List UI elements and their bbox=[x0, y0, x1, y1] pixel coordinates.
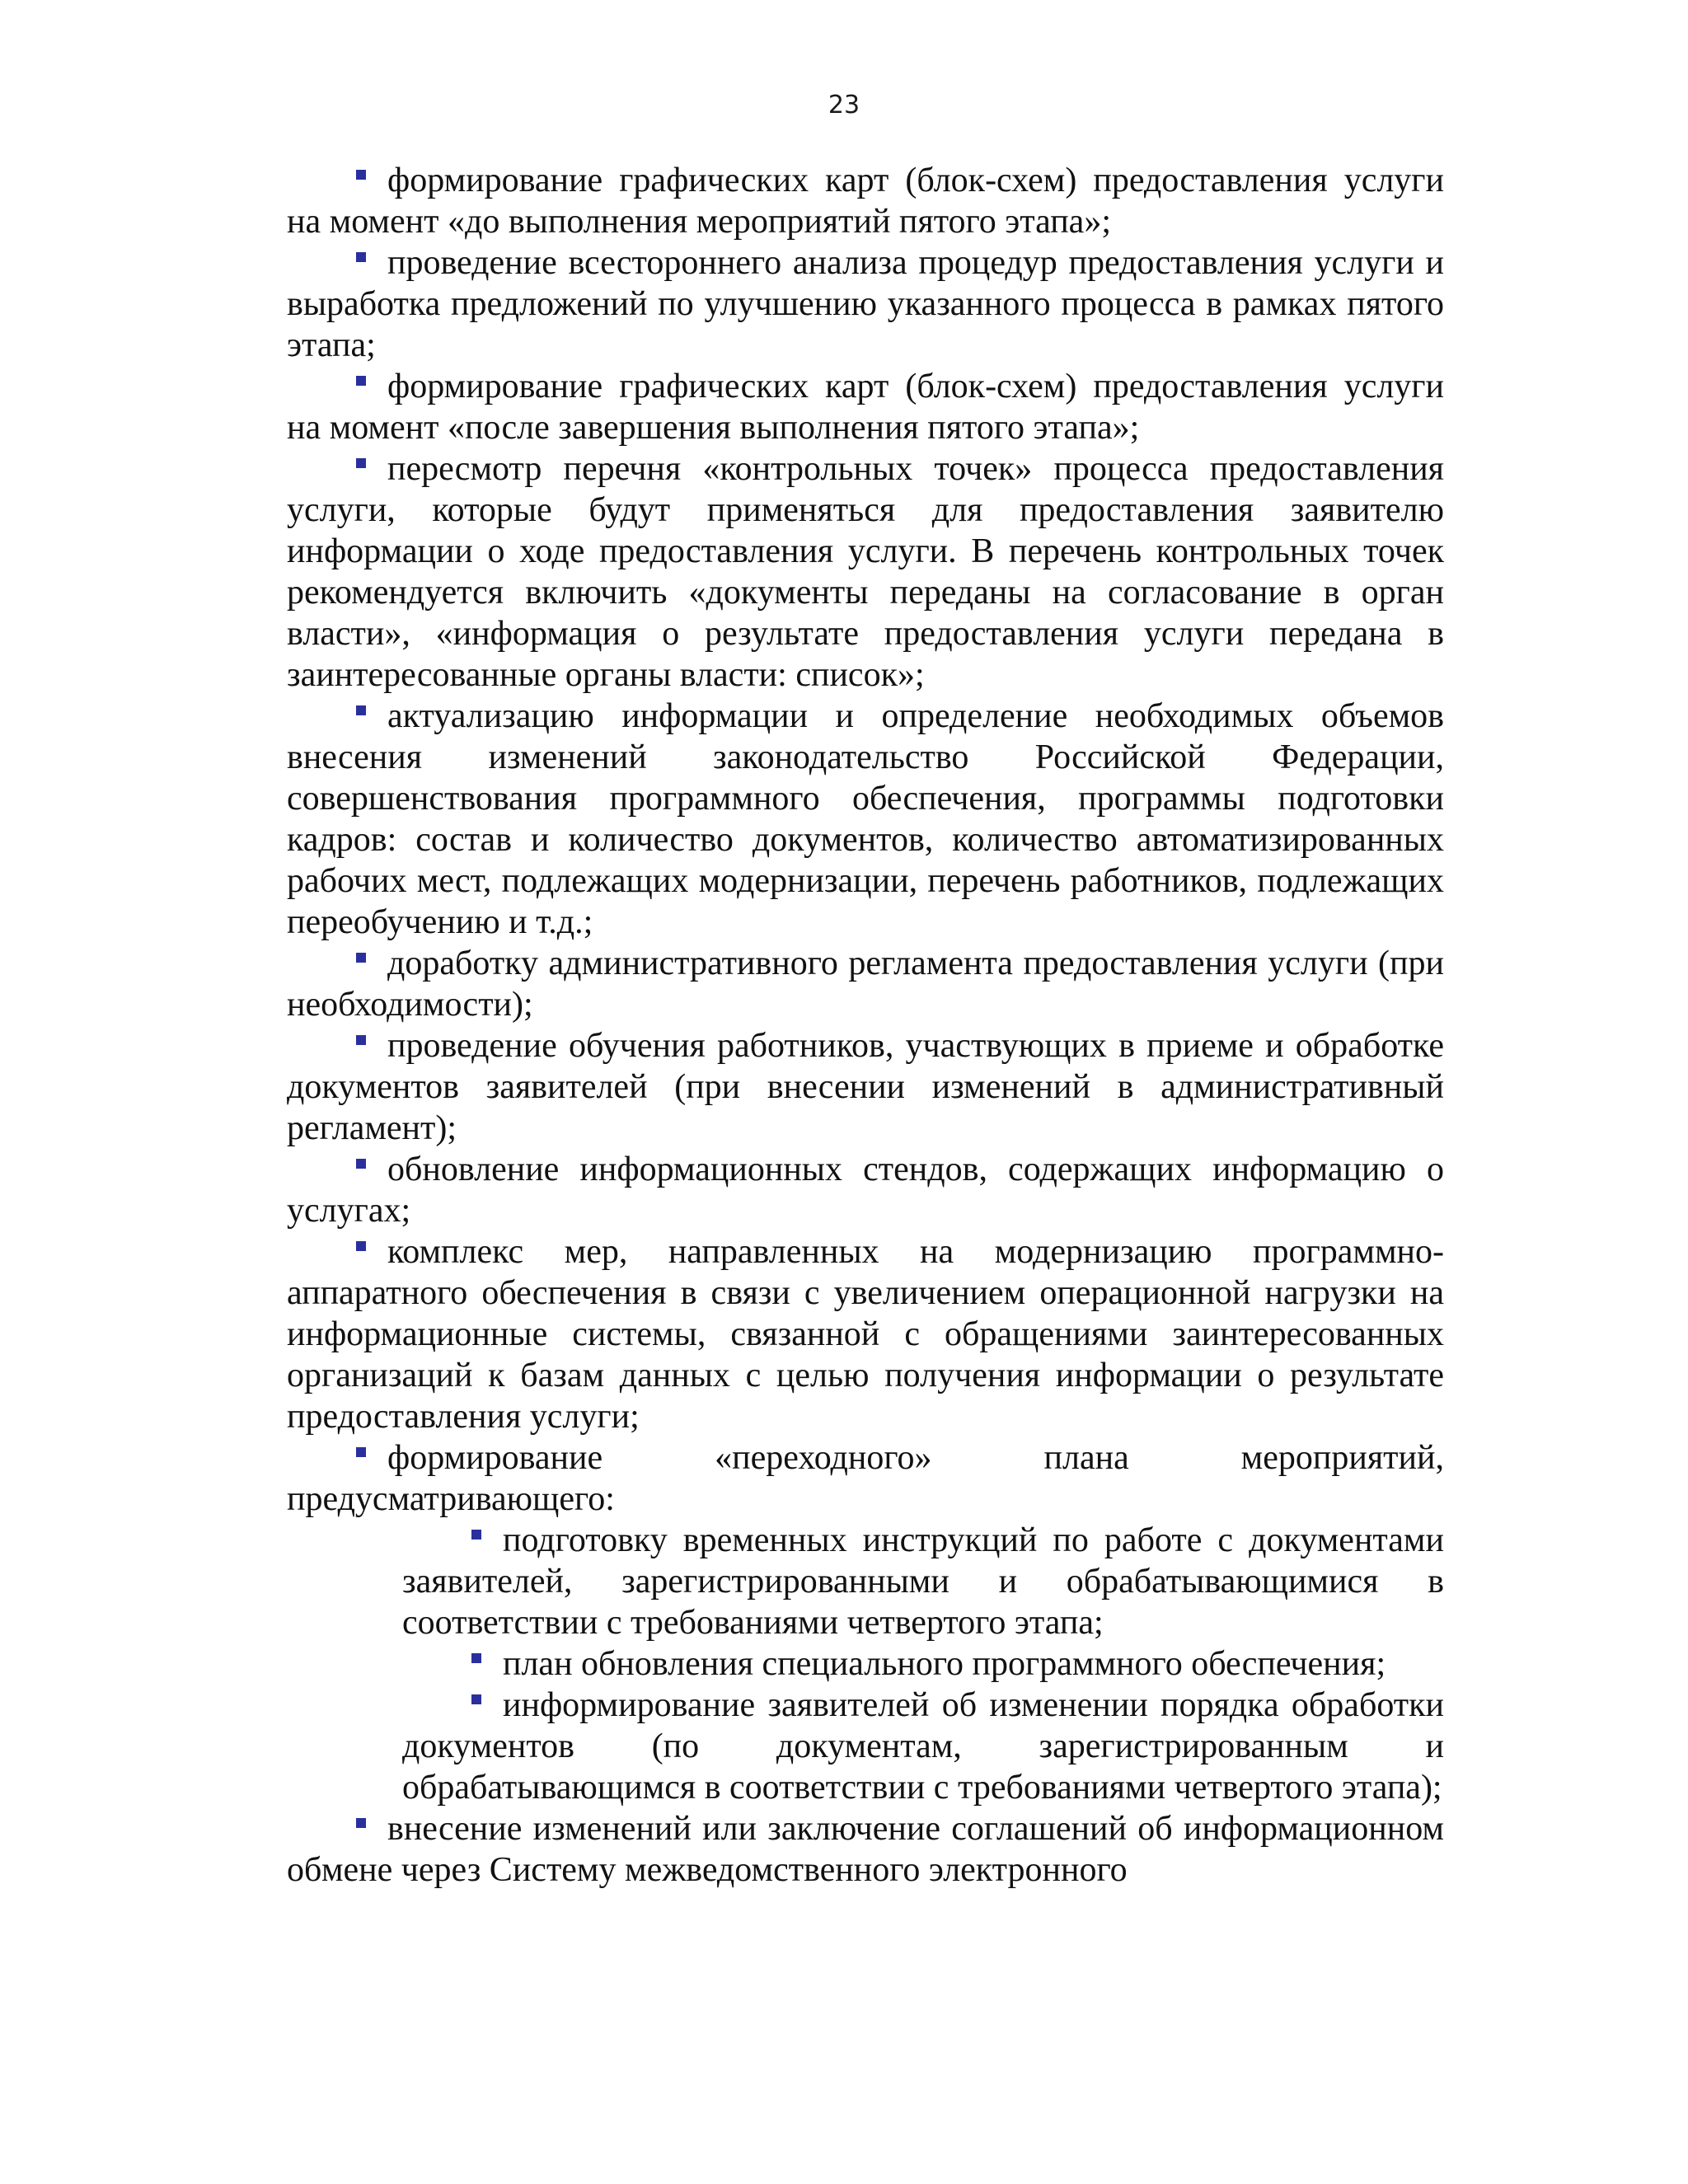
bullet-list bbox=[287, 160, 1444, 1891]
list-item-text: внесение изменений или заключение соглашений об информационном обмене через Систему межведомственного электронного bbox=[287, 1810, 1444, 1889]
list-item-text: формирование графических карт (блок-схем) предоставления услуги на момент «до выполнения мероприятий пятого этапа»; bbox=[287, 162, 1444, 241]
list-item-text: информирование заявителей об изменении порядка обработки документов (по документам, зарегистрированным и обрабатывающимся в соответствии с требованиями четвертого этапа); bbox=[402, 1686, 1444, 1807]
square-bullet-icon bbox=[356, 1818, 366, 1828]
list-item bbox=[287, 696, 1444, 943]
square-bullet-icon bbox=[356, 1159, 366, 1169]
page-number: 23 bbox=[828, 91, 860, 120]
square-bullet-icon bbox=[356, 458, 366, 468]
list-item bbox=[287, 448, 1444, 696]
list-item-text: формирование графических карт (блок-схем) предоставления услуги на момент «после завершения выполнения пятого этапа»; bbox=[287, 368, 1444, 447]
square-bullet-icon bbox=[356, 252, 366, 262]
list-item-text: проведение обучения работников, участвующих в приеме и обработке документов заявителей (при внесении изменений в административный регламент); bbox=[287, 1027, 1444, 1147]
list-item-text: комплекс мер, направленных на модернизацию программно-аппаратного обеспечения в связи с увеличением операционной нагрузки на информационные системы, связанной с обращениями заинтересованных организаций к базам данных с целью получения информации о результате предоставления услуги; bbox=[287, 1233, 1444, 1436]
list-item-text: план обновления специального программного обеспечения; bbox=[503, 1645, 1386, 1683]
sub-list-item bbox=[402, 1643, 1444, 1685]
sub-list-item bbox=[402, 1520, 1444, 1643]
list-item-text: актуализацию информации и определение необходимых объемов внесения изменений законодательство Российской Федерации, совершенствования программного обеспечения, программы подготовки кадров: состав и количество документов, количество автоматизированных рабочих мест, подлежащих модернизации, перечень работников, подлежащих переобучению и т.д.; bbox=[287, 697, 1444, 941]
list-item bbox=[287, 160, 1444, 242]
list-item-text: доработку административного регламента предоставления услуги (при необходимости); bbox=[287, 944, 1444, 1024]
square-bullet-icon bbox=[356, 376, 366, 386]
square-bullet-icon bbox=[471, 1694, 481, 1704]
list-item bbox=[287, 1808, 1444, 1891]
square-bullet-icon bbox=[471, 1653, 481, 1663]
square-bullet-icon bbox=[471, 1530, 481, 1540]
square-bullet-icon bbox=[356, 1035, 366, 1045]
square-bullet-icon bbox=[356, 1447, 366, 1457]
square-bullet-icon bbox=[356, 953, 366, 963]
list-item bbox=[287, 1025, 1444, 1149]
square-bullet-icon bbox=[356, 705, 366, 715]
sub-list-item bbox=[402, 1685, 1444, 1808]
list-item bbox=[287, 1231, 1444, 1437]
square-bullet-icon bbox=[356, 170, 366, 180]
list-item-text: проведение всестороннего анализа процедур предоставления услуги и выработка предложений по улучшению указанного процесса в рамках пятого этапа; bbox=[287, 244, 1444, 364]
list-item bbox=[287, 1149, 1444, 1231]
list-item bbox=[287, 242, 1444, 366]
list-item-text: обновление информационных стендов, содержащих информацию о услугах; bbox=[287, 1151, 1444, 1230]
list-item-text: пересмотр перечня «контрольных точек» процесса предоставления услуги, которые будут применяться для предоставления заявителю информации о ходе предоставления услуги. В перечень контрольных точек рекомендуется включить «документы переданы на согласование в орган власти», «информация о результате предоставления услуги передана в заинтересованные органы власти: список»; bbox=[287, 450, 1444, 694]
list-item bbox=[287, 366, 1444, 448]
list-item bbox=[287, 943, 1444, 1025]
square-bullet-icon bbox=[356, 1241, 366, 1251]
list-item-text: формирование «переходного» плана мероприятий, предусматривающего: bbox=[287, 1439, 1444, 1518]
list-item-text: подготовку временных инструкций по работе с документами заявителей, зарегистрированными и обрабатывающимися в соответствии с требованиями четвертого этапа; bbox=[402, 1521, 1444, 1642]
list-item bbox=[287, 1437, 1444, 1520]
